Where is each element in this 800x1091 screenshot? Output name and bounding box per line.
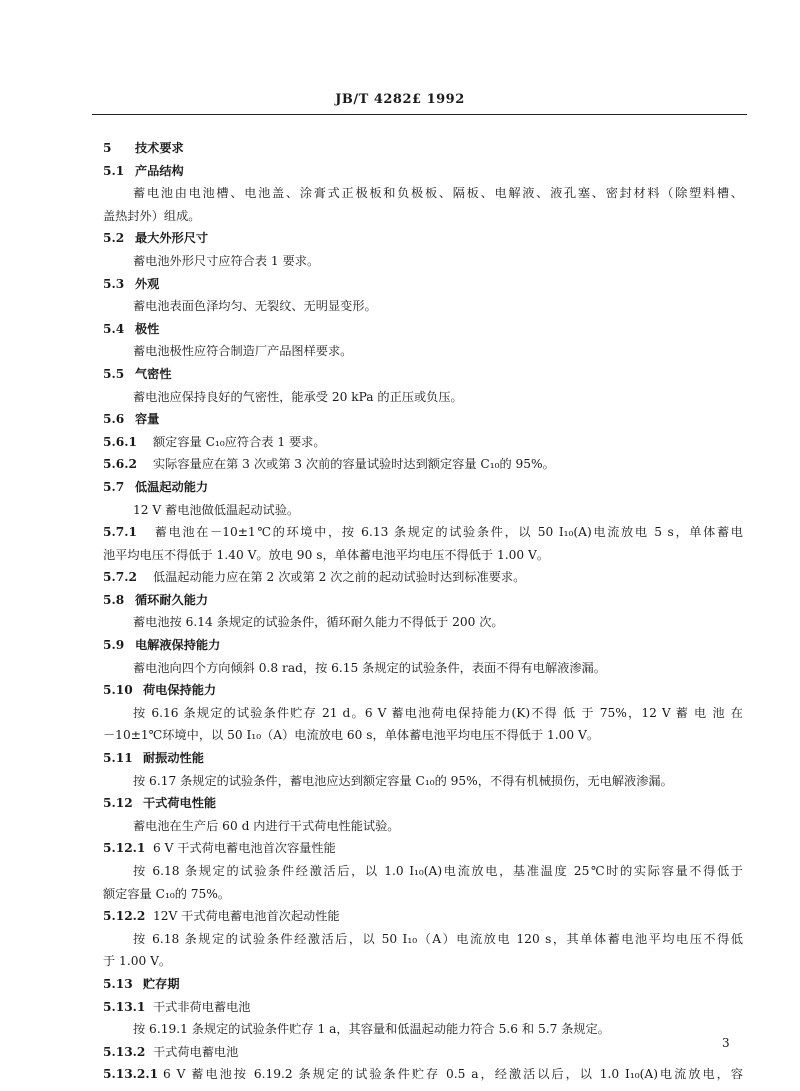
body-text-line [103, 295, 743, 318]
subsection-line [103, 453, 743, 476]
body-text: 蓄电池按 6.14 条规定的试验条件，循环耐久能力不得低于 200 次。 [133, 615, 504, 630]
body-text: 蓄电池应保持良好的气密性，能承受 20 kPa 的正压或负压。 [133, 389, 463, 404]
body-text-line [103, 770, 743, 793]
body-text: 按 6.17 条规定的试验条件，蓄电池应达到额定容量 C₁₀的 95%，不得有机械损伤，无电解液渗漏。 [133, 773, 673, 788]
subsection-text: 6 V 干式荷电蓄电池首次容量性能 [153, 841, 336, 856]
section-title: 循环耐久能力 [135, 592, 209, 607]
section-heading [103, 318, 743, 341]
body-text: 蓄电池外形尺寸应符合表 1 要求。 [133, 253, 320, 268]
subsection-number: 5.6.1 [103, 434, 137, 449]
body-text-line [103, 950, 743, 973]
section-heading [103, 227, 743, 250]
subsection-line [103, 521, 743, 544]
body-text-line [103, 205, 743, 228]
section-heading [103, 792, 743, 815]
section-number: 5.10 [103, 683, 133, 698]
body-text: 蓄电池表面色泽均匀、无裂纹、无明显变形。 [133, 299, 377, 314]
body-text: 于 1.00 V。 [103, 954, 172, 969]
subsection-text: 实际容量应在第 3 次或第 3 次前的容量试验时达到额定容量 C₁₀的 95%。 [153, 457, 555, 472]
body-text-line [103, 182, 743, 205]
subsection-line [103, 1063, 743, 1086]
section-title: 外观 [135, 276, 160, 291]
section-number: 5.9 [103, 638, 125, 653]
page-number: 3 [722, 1036, 730, 1050]
section-number: 5.6 [103, 412, 125, 427]
header-rule [92, 114, 747, 115]
subsection-text: 低温起动能力应在第 2 次或第 2 次之前的起动试验时达到标准要求。 [153, 570, 526, 585]
section-heading [103, 137, 743, 160]
section-title: 干式荷电性能 [143, 796, 217, 811]
section-title: 荷电保持能力 [143, 683, 217, 698]
section-number: 5.8 [103, 592, 125, 607]
subsection-line [103, 566, 743, 589]
subsection-number: 5.7.2 [103, 570, 137, 585]
section-number: 5.4 [103, 321, 125, 336]
section-number: 5.1 [103, 163, 125, 178]
section-heading [103, 634, 743, 657]
body-text-line [103, 724, 743, 747]
body-text: 蓄电池向四个方向倾斜 0.8 rad，按 6.15 条规定的试验条件，表面不得有电解液渗漏。 [133, 660, 606, 675]
subsection-number: 5.13.1 [103, 999, 146, 1014]
body-text: 蓄电池极性应符合制造厂产品图样要求。 [133, 344, 353, 359]
body-text: 蓄电池在生产后 60 d 内进行干式荷电性能试验。 [133, 818, 400, 833]
body-text: 盖热封外）组成。 [103, 208, 201, 223]
subsection-text: 6 V 蓄电池按 6.19.2 条规定的试验条件贮存 0.5 a，经激活以后，以 1.0 I₁₀(A)电流放电，容 [163, 1067, 743, 1082]
body-text-line [103, 499, 743, 522]
section-heading [103, 273, 743, 296]
body-text-line [103, 250, 743, 273]
document-body [103, 137, 743, 1086]
body-text-line [103, 1018, 743, 1041]
subsection-text: 蓄电池在－10±1℃的环境中，按 6.13 条规定的试验条件，以 50 I₁₀(A)电流放电 5 s，单体蓄电 [153, 525, 743, 540]
body-text-line [103, 657, 743, 680]
body-text: 池平均电压不得低于 1.40 V。放电 90 s，单体蓄电池平均电压不得低于 1.00 V。 [103, 547, 549, 562]
section-number: 5.5 [103, 366, 125, 381]
subsection-number: 5.12.1 [103, 841, 146, 856]
section-number: 5.13 [103, 976, 133, 991]
body-text: －10±1℃环境中，以 50 I₁₀（A）电流放电 60 s，单体蓄电池平均电压不得低于 1.00 V。 [103, 728, 600, 743]
section-heading [103, 679, 743, 702]
page-header [0, 92, 800, 107]
section-number: 5 [103, 141, 112, 155]
body-text-line [103, 860, 743, 883]
section-title: 低温起动能力 [135, 479, 209, 494]
section-number: 5.7 [103, 479, 125, 494]
section-title: 耐振动性能 [143, 751, 204, 766]
section-title: 极性 [135, 321, 160, 336]
body-text-line [103, 883, 743, 906]
body-text-line [103, 611, 743, 634]
body-text: 按 6.18 条规定的试验条件经激活后，以 50 I₁₀（A）电流放电 120 s，其单体蓄电池平均电压不得低 [133, 931, 743, 946]
subsection-number: 5.13.2.1 [103, 1067, 159, 1082]
section-heading [103, 160, 743, 183]
section-heading [103, 363, 743, 386]
body-text-line [103, 928, 743, 951]
section-heading [103, 747, 743, 770]
subsection-line [103, 905, 743, 928]
standard-code: JB/T 4282£ 1992 [335, 92, 465, 107]
section-title: 技术要求 [135, 141, 184, 155]
subsection-text: 12V 干式荷电蓄电池首次起动性能 [153, 909, 340, 924]
body-text: 按 6.18 条规定的试验条件经激活后，以 1.0 I₁₀(A)电流放电，基准温度 25℃时的实际容量不得低于 [133, 864, 743, 878]
subsection-number: 5.12.2 [103, 909, 146, 924]
body-text-line [103, 386, 743, 409]
section-number: 5.12 [103, 796, 133, 811]
section-heading [103, 973, 743, 996]
subsection-text: 干式非荷电蓄电池 [153, 999, 251, 1014]
body-text: 按 6.19.1 条规定的试验条件贮存 1 a，其容量和低温起动能力符合 5.6 和 5.7 条规定。 [133, 1022, 610, 1037]
section-number: 5.3 [103, 276, 125, 291]
subsection-line [103, 431, 743, 454]
section-title: 气密性 [135, 366, 172, 381]
subsection-text: 干式荷电蓄电池 [153, 1044, 239, 1059]
section-title: 容量 [135, 412, 160, 427]
subsection-number: 5.7.1 [103, 525, 137, 540]
subsection-line [103, 996, 743, 1019]
section-title: 电解液保持能力 [135, 638, 221, 653]
subsection-number: 5.13.2 [103, 1044, 146, 1059]
body-text: 按 6.16 条规定的试验条件贮存 21 d。6 V 蓄电池荷电保持能力(K)不得 低 于 75%，12 V 蓄 电 池 在 [133, 705, 743, 720]
body-text-line [103, 815, 743, 838]
body-text: 额定容量 C₁₀的 75%。 [103, 886, 231, 901]
section-number: 5.11 [103, 751, 133, 766]
subsection-number: 5.6.2 [103, 457, 137, 472]
subsection-text: 额定容量 C₁₀应符合表 1 要求。 [153, 434, 326, 449]
subsection-line [103, 1041, 743, 1064]
section-number: 5.2 [103, 231, 125, 246]
section-title: 最大外形尺寸 [135, 231, 209, 246]
body-text: 12 V 蓄电池做低温起动试验。 [133, 502, 300, 517]
section-title: 贮存期 [143, 976, 180, 991]
body-text-line [103, 702, 743, 725]
section-heading [103, 476, 743, 499]
body-text-line [103, 544, 743, 567]
section-heading [103, 589, 743, 612]
section-title: 产品结构 [135, 163, 184, 178]
section-heading [103, 408, 743, 431]
body-text: 蓄电池由电池槽、电池盖、涂膏式正极板和负极板、隔板、电解液、液孔塞、密封材料（除塑料槽、 [133, 186, 743, 201]
subsection-line [103, 837, 743, 860]
body-text-line [103, 340, 743, 363]
